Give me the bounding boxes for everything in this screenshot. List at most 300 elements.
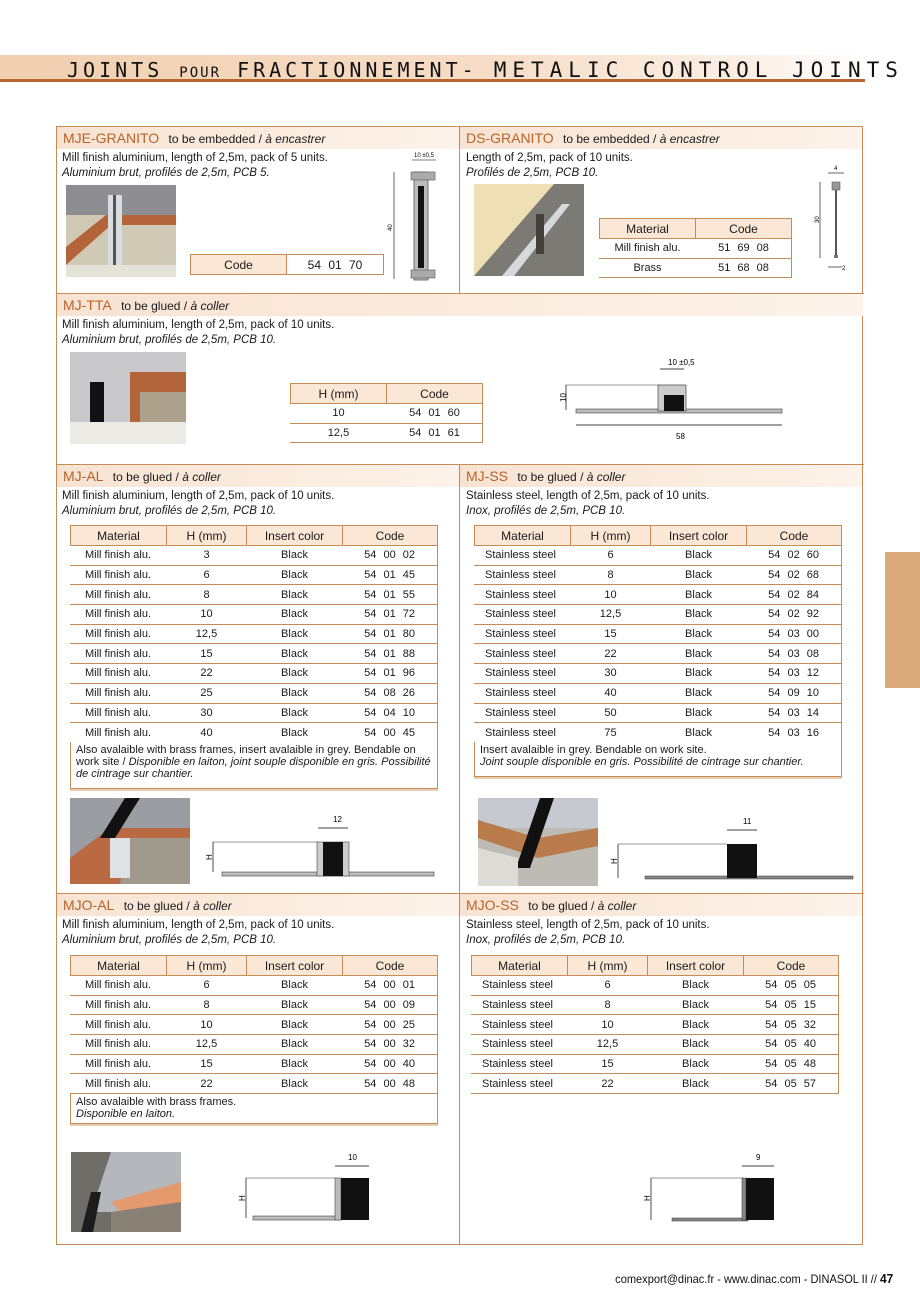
table-row xyxy=(475,644,842,664)
product-table-mj-al xyxy=(70,525,438,743)
cell-code: 54 03 14 xyxy=(747,703,842,723)
mode-fr: à coller xyxy=(182,470,221,484)
dim-width: 10 ±0,5 xyxy=(414,153,434,159)
cell-height: 12,5 xyxy=(568,1035,648,1055)
table-row xyxy=(475,565,842,585)
table-row xyxy=(71,1074,438,1094)
cell-material: Stainless steel xyxy=(475,624,571,644)
cell-material: Mill finish alu. xyxy=(71,995,167,1015)
cell-code: 54 03 08 xyxy=(747,644,842,664)
note-en: Insert avalaible in grey. Bendable on work site. xyxy=(480,744,707,756)
cell-insert-color: Black xyxy=(651,565,747,585)
table-header-row xyxy=(71,956,438,976)
svg-text:10: 10 xyxy=(348,1153,357,1162)
cell-code: 54 00 40 xyxy=(343,1054,438,1074)
product-code: MJ-TTA xyxy=(63,297,112,313)
cell-material: Mill finish alu. xyxy=(71,1054,167,1074)
title-metalic-control-joints: METALIC CONTROL JOINTS xyxy=(493,58,904,82)
profile-diagram-mjo-al xyxy=(225,1150,385,1232)
cell-insert-color: Black xyxy=(651,624,747,644)
section-header-mje-granito xyxy=(57,127,459,149)
description-mj-ss xyxy=(466,489,710,519)
cell-material: Stainless steel xyxy=(472,995,568,1015)
cell-insert-color: Black xyxy=(247,1015,343,1035)
height-table-mj-tta xyxy=(290,383,483,443)
mode-fr: à encastrer xyxy=(659,132,720,146)
cell-material: Mill finish alu. xyxy=(71,723,167,743)
cell-height: 10 xyxy=(291,404,387,424)
cell-insert-color: Black xyxy=(651,664,747,684)
cell-height: 12,5 xyxy=(291,423,387,443)
section-header-mj-ss xyxy=(460,465,862,487)
table-row xyxy=(475,683,842,703)
table-row xyxy=(291,423,483,443)
col-insert-color: Insert color xyxy=(247,956,343,976)
cell-height: 8 xyxy=(571,565,651,585)
product-table-mj-ss xyxy=(474,525,842,743)
cell-material: Stainless steel xyxy=(475,723,571,743)
cell-code: 54 01 96 xyxy=(343,664,438,684)
cell-material: Mill finish alu. xyxy=(71,605,167,625)
profile-diagram-ds-granito xyxy=(812,160,852,280)
cell-code: 54 00 45 xyxy=(343,723,438,743)
cell-insert-color: Black xyxy=(247,624,343,644)
profile-diagram-mje-granito xyxy=(384,150,444,290)
product-photo-mjo-al xyxy=(71,1152,181,1232)
cell-material: Stainless steel xyxy=(475,565,571,585)
svg-text:10 ±0,5: 10 ±0,5 xyxy=(668,358,695,367)
cell-insert-color: Black xyxy=(247,1035,343,1055)
material-table-ds-granito xyxy=(599,218,792,278)
svg-text:10: 10 xyxy=(559,393,568,402)
table-row xyxy=(71,605,438,625)
cell-height: 22 xyxy=(167,664,247,684)
cell-material: Stainless steel xyxy=(475,664,571,684)
col-code: Code xyxy=(343,956,438,976)
divider xyxy=(459,126,460,293)
cell-material: Mill finish alu. xyxy=(71,976,167,996)
cell-height: 12,5 xyxy=(167,1035,247,1055)
cell-code: 54 01 88 xyxy=(343,644,438,664)
product-photo-mj-tta xyxy=(70,352,186,444)
cell-code: 54 02 84 xyxy=(747,585,842,605)
cell-code: 54 05 05 xyxy=(744,976,839,996)
section-header-ds-granito xyxy=(460,127,862,149)
note-en: Also avalaible with brass frames. xyxy=(76,1096,237,1108)
table-row xyxy=(71,546,438,566)
col-height: H (mm) xyxy=(167,956,247,976)
product-photo-mje-granito xyxy=(66,185,176,277)
note-en: Also avalaible with brass frames, insert avalaible in grey. Bendable on work site / xyxy=(76,744,416,768)
table-header-row xyxy=(475,526,842,546)
cell-height: 8 xyxy=(568,995,648,1015)
mode-en: to be embedded / xyxy=(562,132,657,146)
cell-insert-color: Black xyxy=(648,1074,744,1094)
cell-code: 54 03 12 xyxy=(747,664,842,684)
cell-height: 22 xyxy=(167,1074,247,1094)
col-material: Material xyxy=(475,526,571,546)
col-height: H (mm) xyxy=(568,956,648,976)
svg-text:2: 2 xyxy=(842,266,846,272)
mode-fr: à coller xyxy=(190,299,230,313)
cell-code: 54 01 55 xyxy=(343,585,438,605)
svg-text:58: 58 xyxy=(676,432,685,441)
code-table-mje-granito xyxy=(190,254,384,275)
cell-code: 51 69 08 xyxy=(696,239,792,259)
svg-text:4: 4 xyxy=(834,166,838,172)
cell-code: 54 02 60 xyxy=(747,546,842,566)
description-ds-granito xyxy=(466,151,633,181)
mode-fr: à coller xyxy=(193,899,232,913)
col-material: Material xyxy=(600,219,696,239)
table-row xyxy=(475,703,842,723)
product-code: MJ-SS xyxy=(466,468,508,484)
description-en: Length of 2,5m, pack of 10 units. xyxy=(466,152,633,164)
col-insert-color: Insert color xyxy=(648,956,744,976)
svg-text:H: H xyxy=(238,1195,247,1201)
mode-fr: à coller xyxy=(597,899,637,913)
note-mjo-al xyxy=(70,1094,438,1124)
cell-height: 15 xyxy=(167,1054,247,1074)
cell-insert-color: Black xyxy=(247,664,343,684)
cell-material: Mill finish alu. xyxy=(600,239,696,259)
col-code: Code xyxy=(744,956,839,976)
table-row xyxy=(472,1015,839,1035)
col-material: Material xyxy=(472,956,568,976)
divider xyxy=(459,464,460,1245)
section-header-mj-al xyxy=(57,465,459,487)
product-code: MJO-AL xyxy=(63,897,115,913)
section-header-mjo-ss xyxy=(460,894,862,916)
title-separator: - xyxy=(461,58,478,82)
cell-code: 54 01 61 xyxy=(387,423,483,443)
mode-en: to be glued / xyxy=(517,470,584,484)
cell-height: 6 xyxy=(167,976,247,996)
cell-code: 54 01 45 xyxy=(343,565,438,585)
cell-height: 10 xyxy=(167,605,247,625)
col-height: H (mm) xyxy=(571,526,651,546)
cell-code: 54 05 15 xyxy=(744,995,839,1015)
table-row xyxy=(475,624,842,644)
code-value: 54 01 70 xyxy=(287,255,384,275)
note-fr: Disponible en laiton, joint souple disponible en gris. Possibilité de cintrage sur chantier. xyxy=(76,756,431,780)
table-row xyxy=(291,404,483,424)
cell-height: 15 xyxy=(568,1054,648,1074)
cell-insert-color: Black xyxy=(247,644,343,664)
table-row xyxy=(71,644,438,664)
cell-code: 54 05 40 xyxy=(744,1035,839,1055)
title-joints: JOINTS xyxy=(67,58,164,82)
note-mj-al xyxy=(70,742,438,789)
page-number: 47 xyxy=(879,1271,893,1286)
product-photo-ds-granito xyxy=(474,184,584,276)
cell-height: 6 xyxy=(167,565,247,585)
title-fractionnement: FRACTIONNEMENT xyxy=(237,58,462,82)
cell-code: 54 00 32 xyxy=(343,1035,438,1055)
cell-insert-color: Black xyxy=(648,1035,744,1055)
product-code: MJO-SS xyxy=(466,897,519,913)
cell-material: Stainless steel xyxy=(475,703,571,723)
table-row xyxy=(472,1074,839,1094)
cell-code: 54 00 02 xyxy=(343,546,438,566)
cell-material: Mill finish alu. xyxy=(71,1015,167,1035)
profile-diagram-mj-al xyxy=(200,810,450,890)
cell-material: Mill finish alu. xyxy=(71,624,167,644)
cell-height: 30 xyxy=(167,703,247,723)
cell-height: 15 xyxy=(167,644,247,664)
cell-insert-color: Black xyxy=(651,723,747,743)
mode-en: to be glued / xyxy=(112,470,179,484)
col-insert-color: Insert color xyxy=(247,526,343,546)
cell-code: 54 02 92 xyxy=(747,605,842,625)
cell-material: Stainless steel xyxy=(472,1015,568,1035)
table-row xyxy=(472,995,839,1015)
cell-height: 22 xyxy=(571,644,651,664)
cell-code: 54 02 68 xyxy=(747,565,842,585)
product-table-mjo-al xyxy=(70,955,438,1094)
description-fr: Profilés de 2,5m, PCB 10. xyxy=(466,167,599,179)
svg-text:12: 12 xyxy=(333,815,342,824)
svg-text:H: H xyxy=(205,854,214,860)
cell-code: 54 00 01 xyxy=(343,976,438,996)
description-fr: Aluminium brut, profilés de 2,5m, PCB 10. xyxy=(62,934,277,946)
table-row xyxy=(475,605,842,625)
description-mje-granito xyxy=(62,151,328,181)
cell-material: Stainless steel xyxy=(472,976,568,996)
product-table-mjo-ss xyxy=(471,955,839,1094)
description-mj-al xyxy=(62,489,334,519)
description-en: Mill finish aluminium, length of 2,5m, pack of 10 units. xyxy=(62,490,335,502)
cell-insert-color: Black xyxy=(247,1074,343,1094)
cell-code: 54 01 72 xyxy=(343,605,438,625)
cell-material: Mill finish alu. xyxy=(71,565,167,585)
cell-height: 30 xyxy=(571,664,651,684)
table-row xyxy=(71,1015,438,1035)
cell-code: 54 05 57 xyxy=(744,1074,839,1094)
table-row xyxy=(475,585,842,605)
code-label: Code xyxy=(191,255,287,275)
svg-text:H: H xyxy=(610,858,619,864)
cell-code: 54 05 32 xyxy=(744,1015,839,1035)
table-row xyxy=(71,1035,438,1055)
cell-material: Mill finish alu. xyxy=(71,664,167,684)
table-row xyxy=(475,664,842,684)
cell-material: Stainless steel xyxy=(475,585,571,605)
description-mjo-ss xyxy=(466,918,710,948)
table-row xyxy=(71,565,438,585)
cell-material: Mill finish alu. xyxy=(71,703,167,723)
col-code: Code xyxy=(343,526,438,546)
table-header-row xyxy=(600,219,792,239)
product-code: MJ-AL xyxy=(63,468,104,484)
cell-height: 12,5 xyxy=(167,624,247,644)
product-code: DS-GRANITO xyxy=(466,130,554,146)
cell-insert-color: Black xyxy=(247,723,343,743)
product-photo-mj-ss xyxy=(478,798,598,886)
cell-height: 8 xyxy=(167,995,247,1015)
table-header-row xyxy=(291,384,483,404)
cell-insert-color: Black xyxy=(651,546,747,566)
description-fr: Aluminium brut, profilés de 2,5m, PCB 10. xyxy=(62,334,277,346)
cell-material: Stainless steel xyxy=(472,1054,568,1074)
col-code: Code xyxy=(696,219,792,239)
cell-code: 54 03 00 xyxy=(747,624,842,644)
product-photo-mj-al xyxy=(70,798,190,884)
cell-material: Brass xyxy=(600,258,696,278)
table-row xyxy=(472,976,839,996)
table-row xyxy=(472,1035,839,1055)
chapter-side-tab xyxy=(885,552,920,688)
cell-insert-color: Black xyxy=(247,546,343,566)
table-row xyxy=(71,703,438,723)
cell-insert-color: Black xyxy=(247,605,343,625)
cell-insert-color: Black xyxy=(651,605,747,625)
cell-code: 54 00 09 xyxy=(343,995,438,1015)
description-mj-tta xyxy=(62,318,334,348)
cell-height: 3 xyxy=(167,546,247,566)
table-row xyxy=(71,585,438,605)
note-mj-ss xyxy=(474,742,842,777)
cell-code: 51 68 08 xyxy=(696,258,792,278)
description-fr: Inox, profilés de 2,5m, PCB 10. xyxy=(466,505,626,517)
footer-contact: comexport@dinac.fr - www.dinac.com - DINASOL II // xyxy=(614,1272,877,1286)
cell-code: 54 00 48 xyxy=(343,1074,438,1094)
cell-insert-color: Black xyxy=(247,703,343,723)
cell-height: 6 xyxy=(568,976,648,996)
description-en: Stainless steel, length of 2,5m, pack of 10 units. xyxy=(466,919,710,931)
cell-insert-color: Black xyxy=(648,976,744,996)
profile-diagram-mj-ss xyxy=(605,812,855,892)
cell-material: Mill finish alu. xyxy=(71,644,167,664)
note-fr: Joint souple disponible en gris. Possibilité de cintrage sur chantier. xyxy=(480,756,804,768)
table-row xyxy=(71,723,438,743)
table-row xyxy=(71,976,438,996)
profile-diagram-mjo-ss xyxy=(630,1150,790,1232)
col-code: Code xyxy=(387,384,483,404)
description-en: Mill finish aluminium, length of 2,5m, pack of 10 units. xyxy=(62,919,335,931)
table-header-row xyxy=(71,526,438,546)
col-code: Code xyxy=(747,526,842,546)
cell-material: Stainless steel xyxy=(472,1074,568,1094)
cell-insert-color: Black xyxy=(651,585,747,605)
product-code: MJE-GRANITO xyxy=(63,130,160,146)
svg-text:H: H xyxy=(643,1195,652,1201)
cell-code: 54 09 10 xyxy=(747,683,842,703)
cell-code: 54 00 25 xyxy=(343,1015,438,1035)
cell-material: Mill finish alu. xyxy=(71,546,167,566)
cell-code: 54 03 16 xyxy=(747,723,842,743)
cell-insert-color: Black xyxy=(648,1054,744,1074)
description-en: Mill finish aluminium, length of 2,5m, pack of 10 units. xyxy=(62,319,335,331)
cell-insert-color: Black xyxy=(247,585,343,605)
cell-insert-color: Black xyxy=(648,1015,744,1035)
col-insert-color: Insert color xyxy=(651,526,747,546)
cell-height: 75 xyxy=(571,723,651,743)
svg-text:40: 40 xyxy=(388,224,394,231)
table-row xyxy=(472,1054,839,1074)
cell-height: 10 xyxy=(568,1015,648,1035)
table-row xyxy=(71,683,438,703)
mode-en: to be glued / xyxy=(121,299,188,313)
cell-insert-color: Black xyxy=(648,995,744,1015)
description-mjo-al xyxy=(62,918,334,948)
cell-height: 22 xyxy=(568,1074,648,1094)
mode-en: to be embedded / xyxy=(168,132,262,146)
cell-height: 50 xyxy=(571,703,651,723)
cell-insert-color: Black xyxy=(247,976,343,996)
col-material: Material xyxy=(71,956,167,976)
description-en: Mill finish aluminium, length of 2,5m, pack of 5 units. xyxy=(62,152,328,164)
cell-material: Mill finish alu. xyxy=(71,585,167,605)
cell-material: Stainless steel xyxy=(475,605,571,625)
svg-text:11: 11 xyxy=(743,817,752,826)
cell-code: 54 04 10 xyxy=(343,703,438,723)
table-row xyxy=(71,995,438,1015)
table-row xyxy=(71,1054,438,1074)
svg-text:9: 9 xyxy=(756,1153,761,1162)
table-row xyxy=(600,239,792,259)
cell-code: 54 08 26 xyxy=(343,683,438,703)
cell-height: 40 xyxy=(167,723,247,743)
col-material: Material xyxy=(71,526,167,546)
cell-insert-color: Black xyxy=(651,703,747,723)
table-row xyxy=(475,723,842,743)
mode-fr: à encastrer xyxy=(265,132,326,146)
table-row xyxy=(475,546,842,566)
cell-insert-color: Black xyxy=(247,995,343,1015)
mode-en: to be glued / xyxy=(528,899,595,913)
cell-height: 40 xyxy=(571,683,651,703)
cell-height: 15 xyxy=(571,624,651,644)
cell-material: Stainless steel xyxy=(475,644,571,664)
cell-height: 8 xyxy=(167,585,247,605)
cell-height: 12,5 xyxy=(571,605,651,625)
cell-code: 54 01 80 xyxy=(343,624,438,644)
title-pour: POUR xyxy=(179,65,222,81)
table-header-row xyxy=(472,956,839,976)
cell-material: Mill finish alu. xyxy=(71,1035,167,1055)
svg-text:30: 30 xyxy=(815,216,821,223)
cell-material: Stainless steel xyxy=(475,546,571,566)
cell-code: 54 05 48 xyxy=(744,1054,839,1074)
table-row xyxy=(71,664,438,684)
cell-code: 54 01 60 xyxy=(387,404,483,424)
description-fr: Aluminium brut, profilés de 2,5m, PCB 10. xyxy=(62,505,277,517)
description-fr: Aluminium brut, profilés de 2,5m, PCB 5. xyxy=(62,167,270,179)
table-row xyxy=(600,258,792,278)
description-en: Stainless steel, length of 2,5m, pack of 10 units. xyxy=(466,490,710,502)
cell-height: 6 xyxy=(571,546,651,566)
col-height: H (mm) xyxy=(167,526,247,546)
cell-height: 10 xyxy=(167,1015,247,1035)
col-height: H (mm) xyxy=(291,384,387,404)
cell-height: 10 xyxy=(571,585,651,605)
cell-insert-color: Black xyxy=(247,565,343,585)
mode-en: to be glued / xyxy=(123,899,190,913)
cell-material: Stainless steel xyxy=(472,1035,568,1055)
profile-diagram-mj-tta xyxy=(550,355,800,450)
page-title xyxy=(67,58,904,82)
cell-material: Mill finish alu. xyxy=(71,683,167,703)
cell-insert-color: Black xyxy=(247,683,343,703)
mode-fr: à coller xyxy=(586,470,626,484)
page-footer xyxy=(615,1271,893,1286)
cell-insert-color: Black xyxy=(651,683,747,703)
description-fr: Inox, profilés de 2,5m, PCB 10. xyxy=(466,934,626,946)
cell-material: Stainless steel xyxy=(475,683,571,703)
cell-insert-color: Black xyxy=(651,644,747,664)
cell-height: 25 xyxy=(167,683,247,703)
